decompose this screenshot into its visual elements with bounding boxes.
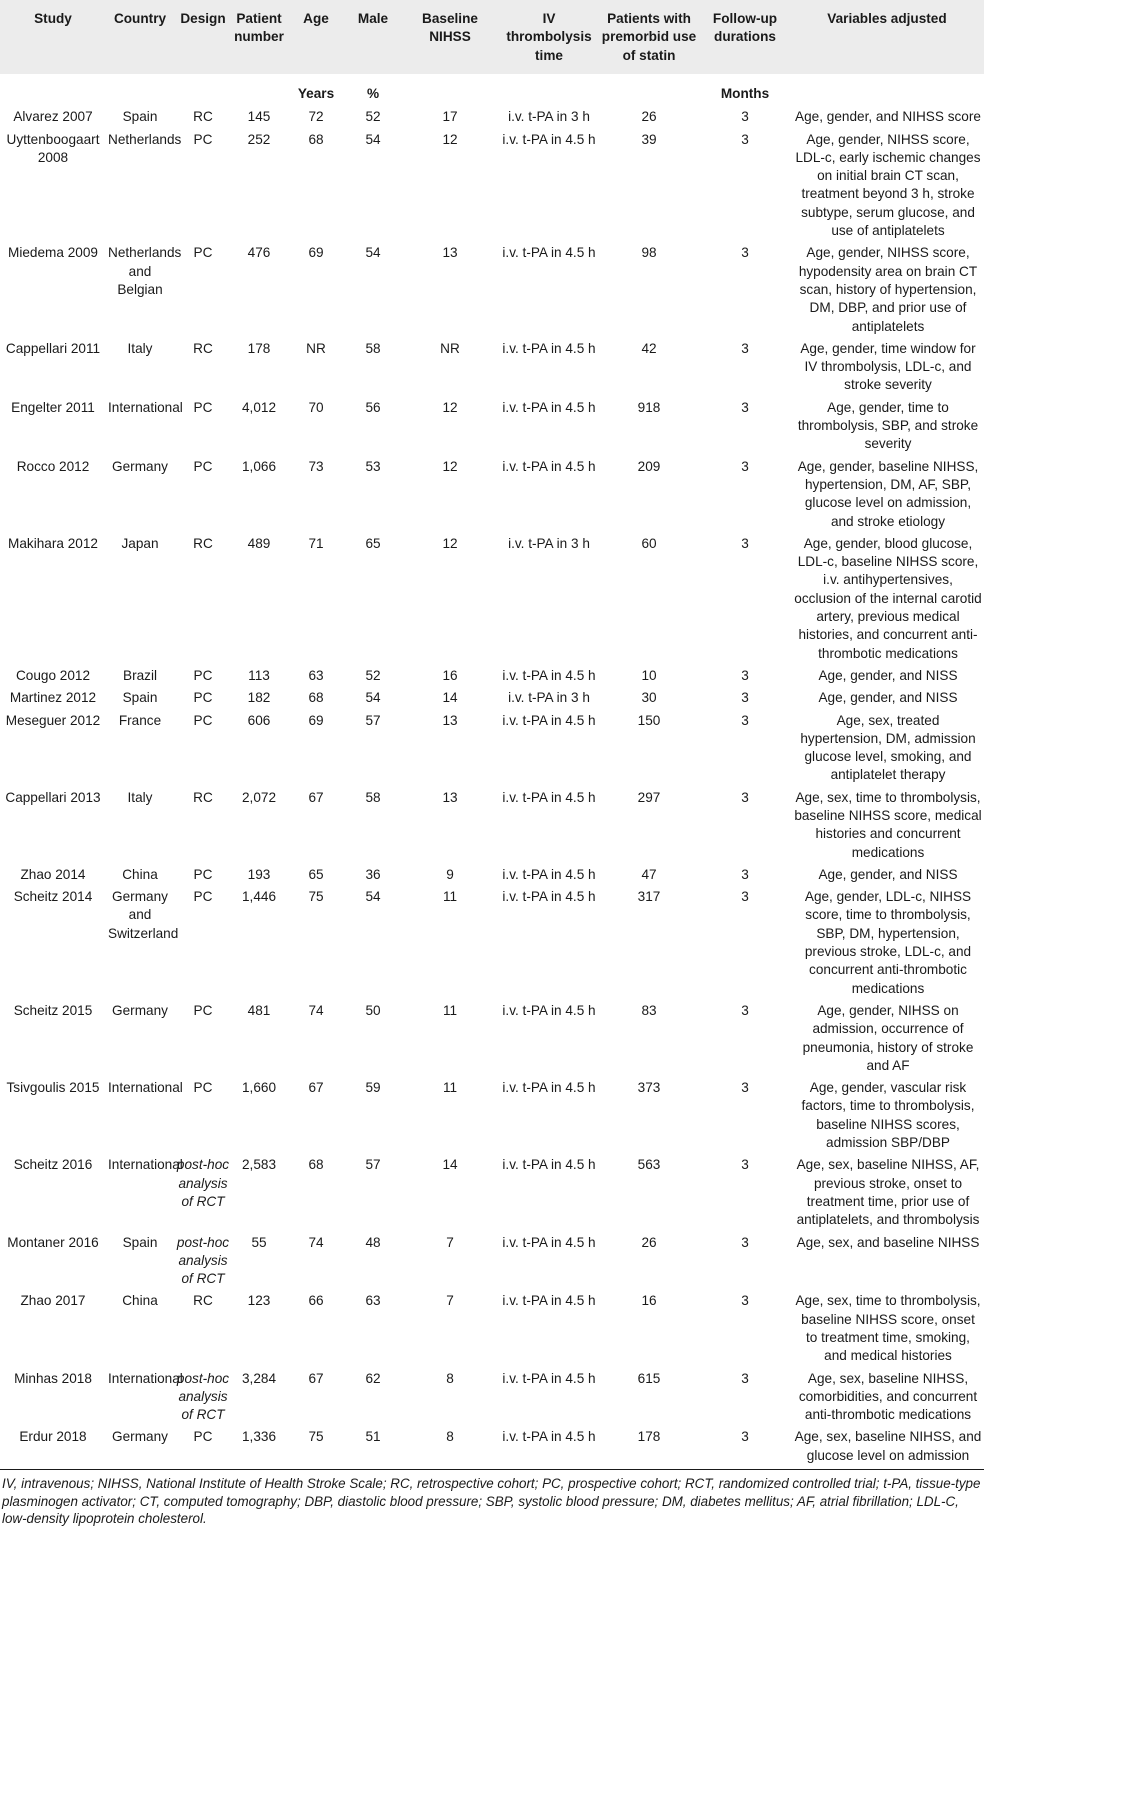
header-study: Study [0, 0, 106, 74]
table-row [0, 1232, 984, 1291]
cell-country: Italy [127, 340, 153, 356]
cell-age: 71 [308, 535, 324, 551]
table-row [0, 129, 984, 243]
cell-study: Makihara 2012 [8, 535, 98, 551]
units-cell-statin [598, 74, 700, 106]
cell-follow: 3 [741, 866, 749, 882]
cell-nihss: NR [440, 340, 460, 356]
cell-vars: Age, gender, time window for IV thrombolysis, LDL-c, and stroke severity [800, 340, 976, 393]
cell-male: 54 [365, 245, 381, 261]
table-row [0, 1077, 984, 1154]
cell-male: 48 [365, 1234, 381, 1250]
table-row [0, 665, 984, 687]
cell-study: Minhas 2018 [14, 1370, 92, 1386]
cell-design: post-hoc analysis of RCT [176, 1157, 230, 1209]
units-cell-iv [500, 74, 598, 106]
cell-study: Rocco 2012 [16, 458, 90, 474]
cell-country: Germany and Switzerland [108, 889, 179, 941]
cell-vars: Age, sex, baseline NIHSS, and glucose level on admission [790, 1426, 984, 1469]
cell-male: 58 [365, 340, 381, 356]
cell-nihss: 7 [446, 1234, 454, 1250]
table-row [0, 1290, 984, 1367]
cell-age: 75 [286, 1426, 346, 1469]
cell-follow: 3 [741, 535, 749, 551]
cell-follow: 3 [700, 1426, 790, 1469]
cell-male: 52 [365, 109, 381, 125]
cell-country: Germany [106, 1426, 174, 1469]
table-row [0, 1368, 984, 1427]
cell-design: post-hoc analysis of RCT [176, 1370, 230, 1423]
cell-statin: 39 [641, 131, 657, 147]
cell-nihss: 13 [442, 245, 458, 261]
cell-age: 68 [308, 1157, 324, 1173]
cell-statin: 26 [641, 109, 657, 125]
cell-age: 67 [308, 1370, 324, 1386]
units-cell-country [106, 74, 174, 106]
header-premorbid-statin: Patients with premorbid use of statin [598, 0, 700, 74]
cell-male: 54 [365, 889, 381, 905]
cell-study: Engelter 2011 [11, 399, 95, 415]
cell-statin: 26 [641, 1234, 657, 1250]
cell-patients: 4,012 [241, 399, 277, 415]
cell-follow: 3 [741, 131, 749, 147]
cell-age: 69 [308, 712, 324, 728]
cell-follow: 3 [741, 245, 749, 261]
cell-design: PC [193, 1002, 213, 1018]
cell-iv: i.v. t-PA in 4.5 h [502, 458, 596, 474]
cell-vars: Age, sex, and baseline NIHSS [796, 1234, 980, 1250]
header-baseline-nihss: Baseline NIHSS [400, 0, 500, 74]
cell-statin: 373 [637, 1080, 661, 1096]
cell-male: 59 [365, 1080, 381, 1096]
cell-iv: i.v. t-PA in 4.5 h [502, 1370, 596, 1386]
cell-follow: 3 [741, 1002, 749, 1018]
cell-iv: i.v. t-PA in 4.5 h [502, 667, 596, 683]
cell-patients: 481 [247, 1002, 271, 1018]
cell-male: 57 [365, 1157, 381, 1173]
cell-nihss: 12 [442, 458, 458, 474]
table-row [0, 1154, 984, 1231]
cell-country: Spain [122, 109, 158, 125]
table-header-row [0, 0, 984, 74]
cell-vars: Age, gender, and NISS [818, 866, 958, 882]
cell-design: RC [193, 535, 213, 551]
cell-study: Tsivgoulis 2015 [6, 1080, 100, 1096]
cell-follow: 3 [741, 889, 749, 905]
cell-patients: 182 [247, 690, 271, 706]
table-row [0, 533, 984, 665]
units-cell-study [0, 74, 106, 106]
header-follow-up: Follow-up durations [700, 0, 790, 74]
cell-iv: i.v. t-PA in 4.5 h [500, 1426, 598, 1469]
cell-vars: Age, sex, time to thrombolysis, baseline NIHSS score, medical histories and concurrent medications [794, 789, 982, 860]
cell-design: PC [193, 712, 213, 728]
table-row [0, 1426, 984, 1469]
table-row [0, 1000, 984, 1077]
cell-nihss: 8 [446, 1370, 454, 1386]
units-row [0, 74, 984, 106]
cell-iv: i.v. t-PA in 4.5 h [502, 712, 596, 728]
cell-study: Meseguer 2012 [5, 712, 101, 728]
cell-statin: 150 [637, 712, 661, 728]
cell-study: Scheitz 2016 [13, 1157, 93, 1173]
cell-nihss: 14 [442, 1157, 458, 1173]
cell-nihss: 9 [446, 866, 454, 882]
cell-statin: 98 [641, 245, 657, 261]
cell-design: PC [193, 889, 213, 905]
cell-statin: 615 [637, 1370, 661, 1386]
cell-patients: 1,066 [241, 458, 277, 474]
cell-male: 52 [365, 667, 381, 683]
cell-design: RC [193, 340, 213, 356]
cell-age: 70 [308, 399, 324, 415]
cell-vars: Age, gender, baseline NIHSS, hypertension, DM, AF, SBP, glucose level on admission, and stroke etiology [797, 458, 979, 529]
cell-iv: i.v. t-PA in 3 h [508, 109, 590, 125]
cell-statin: 83 [641, 1002, 657, 1018]
cell-study: Alvarez 2007 [13, 109, 93, 125]
cell-vars: Age, gender, blood glucose, LDL-c, baseline NIHSS score, i.v. antihypertensives, occlusion of the internal carotid artery, previous medical histories, and concurrent anti-thrombotic medications [794, 535, 982, 661]
cell-statin: 47 [641, 866, 657, 882]
cell-age: 69 [308, 245, 324, 261]
header-age: Age [286, 0, 346, 74]
cell-age: 67 [308, 1080, 324, 1096]
cell-follow: 3 [741, 667, 749, 683]
cell-patients: 145 [247, 109, 271, 125]
cell-patients: 489 [247, 535, 271, 551]
cell-nihss: 16 [442, 667, 458, 683]
header-male: Male [346, 0, 400, 74]
table-row [0, 338, 984, 397]
cell-vars: Age, gender, vascular risk factors, time to thrombolysis, baseline NIHSS scores, admission SBP/DBP [801, 1080, 975, 1151]
cell-design: PC [193, 458, 213, 474]
cell-patients: 1,336 [232, 1426, 286, 1469]
cell-country: China [122, 866, 158, 882]
cell-patients: 113 [248, 667, 270, 683]
cell-country: International [108, 1370, 183, 1386]
cell-age: 65 [308, 866, 324, 882]
cell-nihss: 8 [400, 1426, 500, 1469]
header-variables-adjusted: Variables adjusted [790, 0, 984, 74]
cell-vars: Age, gender, LDL-c, NIHSS score, time to thrombolysis, SBP, DM, hypertension, previous stroke, LDL-c, and concurrent anti-thrombotic medications [804, 889, 972, 996]
cell-country: Italy [127, 789, 153, 805]
cell-statin: 16 [641, 1293, 657, 1309]
cell-follow: 3 [741, 1293, 749, 1309]
cell-country: International [108, 399, 183, 415]
cell-male: 57 [365, 712, 381, 728]
units-cell-vars [790, 74, 984, 106]
cell-iv: i.v. t-PA in 4.5 h [502, 789, 596, 805]
cell-study: Martinez 2012 [9, 690, 97, 706]
cell-iv: i.v. t-PA in 4.5 h [502, 131, 596, 147]
cell-iv: i.v. t-PA in 4.5 h [502, 245, 596, 261]
cell-vars: Age, gender, NIHSS score, hypodensity area on brain CT scan, history of hypertension, DM, DBP, and prior use of antiplatelets [798, 245, 978, 334]
cell-country: China [122, 1293, 158, 1309]
table-row [0, 710, 984, 787]
cell-nihss: 12 [442, 399, 458, 415]
cell-iv: i.v. t-PA in 4.5 h [502, 1234, 596, 1250]
cell-statin: 317 [637, 889, 661, 905]
cell-nihss: 17 [442, 109, 458, 125]
cell-design: PC [193, 1080, 213, 1096]
cell-male: 54 [365, 690, 381, 706]
cell-patients: 1,446 [241, 889, 277, 905]
cell-iv: i.v. t-PA in 4.5 h [502, 889, 596, 905]
cell-patients: 178 [247, 340, 271, 356]
cell-patients: 1,660 [241, 1080, 277, 1096]
cell-age: 74 [308, 1002, 324, 1018]
cell-country: Netherlands and Belgian [108, 245, 182, 297]
unit-male: % [346, 74, 400, 106]
cell-iv: i.v. t-PA in 3 h [508, 535, 590, 551]
cell-country: Spain [122, 1234, 158, 1250]
cell-patients: 252 [247, 131, 271, 147]
header-design: Design [174, 0, 232, 74]
cell-design: RC [193, 109, 213, 125]
cell-male: 65 [365, 535, 381, 551]
cell-age: NR [306, 340, 326, 356]
cell-male: 50 [365, 1002, 381, 1018]
cell-patients: 193 [247, 866, 271, 882]
cell-vars: Age, gender, and NISS [818, 690, 958, 706]
cell-follow: 3 [741, 1157, 749, 1173]
cell-statin: 918 [637, 399, 661, 415]
cell-design: RC [193, 1293, 213, 1309]
table-row [0, 242, 984, 337]
cell-vars: Age, sex, time to thrombolysis, baseline NIHSS score, onset to treatment time, smoking, and medical histories [795, 1293, 981, 1364]
cell-design: PC [193, 399, 213, 415]
cell-follow: 3 [741, 1080, 749, 1096]
cell-patients: 55 [251, 1234, 267, 1250]
cell-male: 54 [365, 131, 381, 147]
cell-male: 63 [365, 1293, 381, 1309]
cell-design: PC [193, 866, 213, 882]
cell-statin: 178 [598, 1426, 700, 1469]
cell-patients: 606 [247, 712, 271, 728]
cell-age: 75 [308, 889, 324, 905]
cell-vars: Age, gender, time to thrombolysis, SBP, and stroke severity [797, 399, 979, 452]
cell-design: PC [193, 667, 213, 683]
cell-statin: 563 [637, 1157, 661, 1173]
cell-nihss: 13 [442, 712, 458, 728]
table-row [0, 886, 984, 1000]
cell-vars: Age, gender, and NISS [818, 667, 958, 683]
table-row [0, 106, 984, 128]
cell-nihss: 11 [442, 1080, 458, 1096]
cell-follow: 3 [741, 458, 749, 474]
cell-statin: 30 [641, 690, 657, 706]
cell-follow: 3 [741, 1234, 749, 1250]
cell-age: 68 [308, 690, 324, 706]
cell-male: 53 [365, 458, 381, 474]
cell-statin: 42 [641, 340, 657, 356]
cell-age: 68 [308, 131, 324, 147]
table-row [0, 687, 984, 709]
cell-country: Germany [112, 1002, 168, 1018]
cell-vars: Age, sex, baseline NIHSS, comorbidities, and concurrent anti-thrombotic medications [798, 1370, 978, 1423]
cell-nihss: 12 [442, 131, 458, 147]
cell-follow: 3 [741, 789, 749, 805]
cell-follow: 3 [741, 399, 749, 415]
table-row [0, 864, 984, 886]
cell-age: 63 [308, 667, 324, 683]
header-patient-number: Patient number [232, 0, 286, 74]
cell-follow: 3 [741, 712, 749, 728]
cell-follow: 3 [741, 109, 749, 125]
cell-iv: i.v. t-PA in 4.5 h [502, 399, 596, 415]
cell-male: 58 [365, 789, 381, 805]
cell-patients: 2,072 [241, 789, 277, 805]
cell-age: 66 [308, 1293, 324, 1309]
cell-country: Japan [121, 535, 159, 551]
table-footnote: IV, intravenous; NIHSS, National Institute of Health Stroke Scale; RC, retrospective cohort; PC, prospective cohort; RCT, randomized controlled trial; t-PA, tissue-type plasminogen activator; CT, computed tomography; DBP, diastolic blood pressure; SBP, systolic blood pressure; DM, diabetes mellitus; AF, atrial fibrillation; LDL-C, low-density lipoprotein cholesterol. [2, 1476, 981, 1527]
cell-nihss: 11 [442, 889, 458, 905]
cell-vars: Age, gender, NIHSS on admission, occurrence of pneumonia, history of stroke and AF [802, 1002, 974, 1073]
cell-study: Cougo 2012 [15, 667, 91, 683]
cell-design: PC [193, 690, 213, 706]
cell-nihss: 11 [442, 1002, 458, 1018]
units-cell-patients [232, 74, 286, 106]
cell-study: Miedema 2009 [8, 245, 98, 261]
cell-nihss: 12 [442, 535, 458, 551]
cell-age: 67 [308, 789, 324, 805]
cell-nihss: 14 [442, 690, 458, 706]
cell-follow: 3 [741, 1370, 749, 1386]
cell-design: RC [193, 789, 213, 805]
cell-study: Uyttenboogaart 2008 [6, 131, 100, 165]
cell-nihss: 7 [446, 1293, 454, 1309]
cell-iv: i.v. t-PA in 4.5 h [502, 1002, 596, 1018]
cell-study: Erdur 2018 [0, 1426, 106, 1469]
cell-iv: i.v. t-PA in 4.5 h [502, 1157, 596, 1173]
cell-statin: 297 [637, 789, 661, 805]
cell-statin: 60 [641, 535, 657, 551]
cell-iv: i.v. t-PA in 4.5 h [502, 1293, 596, 1309]
cell-design: post-hoc analysis of RCT [176, 1234, 230, 1287]
cell-male: 36 [365, 866, 381, 882]
cell-patients: 476 [247, 245, 271, 261]
cell-study: Scheitz 2015 [13, 1002, 93, 1018]
cell-study: Scheitz 2014 [13, 889, 93, 905]
cell-patients: 123 [247, 1293, 271, 1309]
cell-country: Germany [112, 458, 168, 474]
cell-vars: Age, sex, treated hypertension, DM, admission glucose level, smoking, and antiplatelet therapy [800, 712, 976, 783]
cell-iv: i.v. t-PA in 3 h [508, 690, 590, 706]
cell-study: Montaner 2016 [7, 1234, 99, 1250]
cell-age: 73 [308, 458, 324, 474]
cell-follow: 3 [741, 340, 749, 356]
header-iv-thrombolysis-time: IV thrombolysis time [500, 0, 598, 74]
cell-country: International [108, 1157, 183, 1173]
units-cell-design [174, 74, 232, 106]
cell-patients: 2,583 [241, 1157, 277, 1173]
cell-iv: i.v. t-PA in 4.5 h [502, 1080, 596, 1096]
cell-design: PC [174, 1426, 232, 1469]
unit-age: Years [286, 74, 346, 106]
cell-male: 51 [346, 1426, 400, 1469]
cell-vars: Age, gender, NIHSS score, LDL-c, early ischemic changes on initial brain CT scan, treatment beyond 3 h, stroke subtype, serum glucose, and use of antiplatelets [795, 131, 981, 239]
cell-study: Zhao 2014 [20, 866, 86, 882]
table-row [0, 787, 984, 864]
cell-iv: i.v. t-PA in 4.5 h [502, 866, 596, 882]
cell-design: PC [193, 131, 213, 147]
cell-vars: Age, sex, baseline NIHSS, AF, previous stroke, onset to treatment time, prior use of antiplatelets, and thrombolysis [796, 1157, 980, 1228]
cell-study: Zhao 2017 [20, 1293, 86, 1309]
cell-statin: 10 [641, 667, 657, 683]
cell-country: Spain [122, 690, 158, 706]
cell-age: 72 [308, 109, 324, 125]
cell-age: 74 [308, 1234, 324, 1250]
header-country: Country [106, 0, 174, 74]
cell-male: 56 [365, 399, 381, 415]
cell-country: Netherlands [108, 131, 182, 147]
cell-vars: Age, gender, and NIHSS score [795, 109, 981, 125]
cell-study: Cappellari 2011 [5, 340, 101, 356]
cell-patients: 3,284 [241, 1370, 277, 1386]
cell-country: Brazil [123, 667, 157, 683]
cell-follow: 3 [741, 690, 749, 706]
cell-statin: 209 [637, 458, 661, 474]
cell-design: PC [193, 245, 213, 261]
cell-country: France [118, 712, 162, 728]
cell-iv: i.v. t-PA in 4.5 h [502, 340, 596, 356]
table-row [0, 397, 984, 456]
cell-male: 62 [365, 1370, 381, 1386]
cell-country: International [108, 1080, 183, 1096]
cell-study: Cappellari 2013 [5, 789, 101, 805]
units-cell-nihss [400, 74, 500, 106]
cell-nihss: 13 [442, 789, 458, 805]
table-row [0, 456, 984, 533]
unit-follow-up: Months [700, 74, 790, 106]
